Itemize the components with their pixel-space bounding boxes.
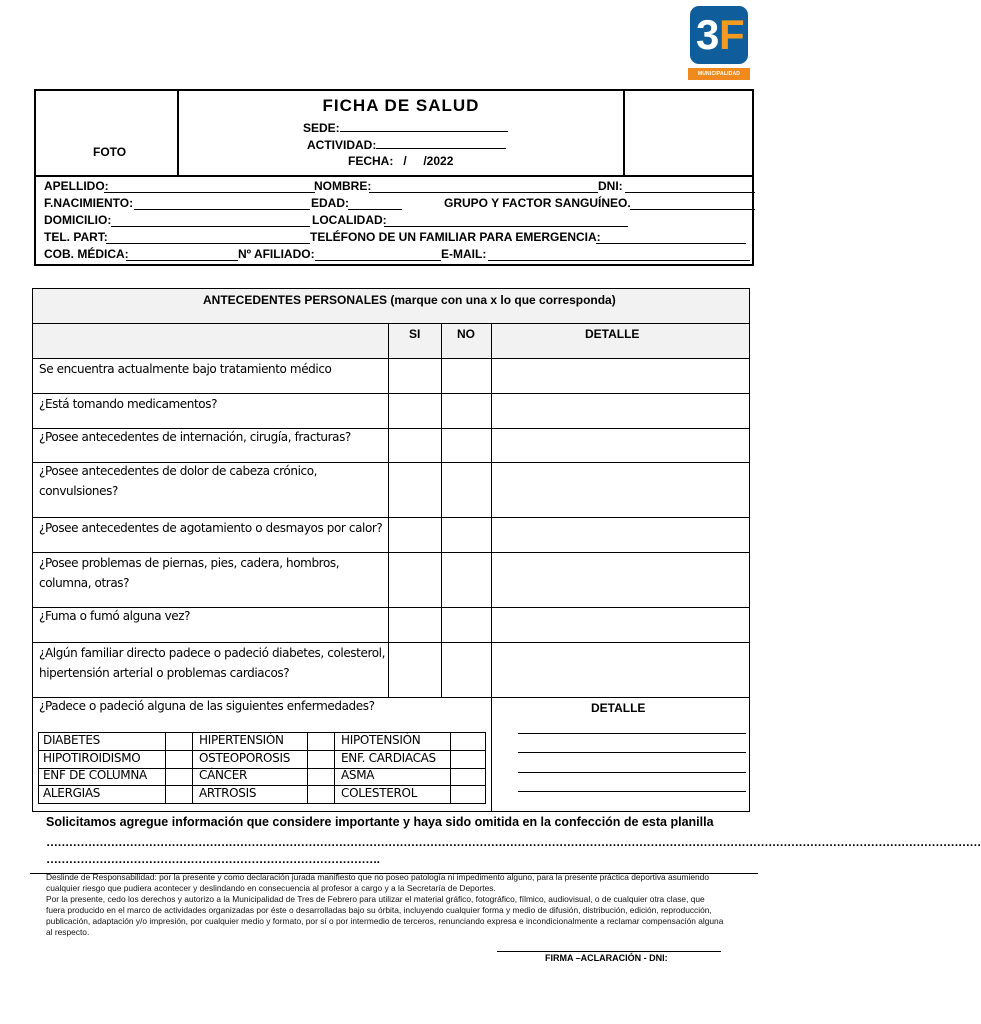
question-text: ¿Está tomando medicamentos? [39, 397, 218, 411]
logo-badge [690, 6, 748, 64]
title-box [179, 91, 625, 175]
page-title: FICHA DE SALUD [322, 96, 480, 115]
photo-box [36, 91, 179, 175]
question-text: ¿Algún familiar directo padece o padeció diabetes, colesterol, [39, 646, 385, 660]
disease-hipotension: HIPOTENSIÓN [341, 733, 421, 747]
nacimiento-label: F.NACIMIENTO: [44, 196, 134, 210]
table-title: ANTECEDENTES PERSONALES (marque con una x lo que corresponda) [203, 293, 616, 307]
apellido-label: APELLIDO: [44, 179, 109, 193]
localidad-label: LOCALIDAD: [312, 213, 387, 227]
question-text: ¿Posee antecedentes de internación, cirugía, fracturas? [39, 430, 351, 444]
logo-band: MUNICIPALIDAD [688, 68, 750, 80]
table-header-row [33, 324, 749, 359]
diseases-question: ¿Padece o padeció alguna de las siguientes enfermedades? [39, 699, 375, 713]
table-row[interactable] [33, 463, 749, 518]
table-row[interactable] [33, 553, 749, 608]
dotted-line-2[interactable]: ……………………………………………………………………………. [46, 852, 380, 866]
disease-asma: ASMA [341, 768, 375, 782]
actividad-field[interactable] [307, 137, 506, 152]
email-label: E-MAIL: [441, 247, 487, 261]
question-text: ¿Posee antecedentes de dolor de cabeza crónico, [39, 464, 318, 478]
fecha-field[interactable]: FECHA: / /2022 [348, 154, 454, 168]
logo-digit: 3 [696, 11, 720, 58]
question-text-cont: columna, otras? [39, 576, 130, 590]
table-row[interactable] [33, 518, 749, 553]
table-row[interactable] [33, 643, 749, 698]
question-text: ¿Fuma o fumó alguna vez? [39, 609, 191, 623]
disease-artrosis: ARTROSIS [199, 786, 257, 800]
disease-enf-cardiacas: ENF. CARDIACAS [341, 751, 436, 765]
header-box [34, 89, 754, 266]
table-title-row [33, 289, 749, 324]
signature-label: FIRMA –ACLARACIÓN - DNI: [545, 953, 668, 963]
logo-letter: F [719, 11, 745, 58]
disease-hipertension: HIPERTENSIÓN [199, 733, 284, 747]
dotted-line-1[interactable]: ………………………………………………………………………………………………………………………………………………………………………………………………………………………… [46, 835, 981, 849]
domicilio-label: DOMICILIO: [44, 213, 112, 227]
actividad-label: ACTIVIDAD: [307, 138, 377, 152]
table-row[interactable] [33, 394, 749, 429]
disease-enf-columna: ENF DE COLUMNA [43, 768, 147, 782]
disease-osteoporosis: OSTEOPOROSIS [199, 751, 291, 765]
tel-familiar-label: TELÉFONO DE UN FAMILIAR PARA EMERGENCIA: [310, 230, 601, 244]
disclaimer [46, 872, 726, 938]
afiliado-label: Nº AFILIADO: [238, 247, 315, 261]
disclaimer-image-rights: Por la presente, cedo los derechos y autorizo a la Municipalidad de Tres de Febrero para utilizar el material gráfico, fotográfico, fílmico, audiovisual, o de cualquier otra clase, que fuera producido en el marco de actividades organizadas por éste o desarrolladas bajo su órbita, incluyendo cualquier forma y medio de difusión, distribución, edición, reproducción, publicación, adaptación y/o impresión, por cualquier medio y formato, por sí o por intermedio de terceros, renunciando expresa e incondicionalmente a reclamar compensación alguna al respecto. [46, 894, 724, 937]
disease-diabetes: DIABETES [43, 733, 100, 747]
grupo-label: GRUPO Y FACTOR SANGUÍNEO. [444, 196, 631, 210]
question-text-cont: convulsiones? [39, 484, 118, 498]
municipality-logo [688, 6, 750, 80]
question-text: Se encuentra actualmente bajo tratamiento médico [39, 362, 332, 376]
question-text-cont: hipertensión arterial o problemas cardiacos? [39, 666, 290, 680]
edad-label: EDAD: [311, 196, 349, 210]
disclaimer-responsibility: Deslinde de Responsabilidad: por la presente y como declaración jurada manifiesto que no poseo patología ni impedimento alguno, para la presente práctica deportiva asumiendo cualquier riesgo que pudiera acontecer y deslindando en consecuencia al profesor a cargo y a la Secretaría de Deportes. [46, 872, 709, 893]
dni-label: DNI: [598, 179, 623, 193]
disease-alergias: ALERGIAS [43, 786, 101, 800]
cob-label: COB. MÉDICA: [44, 247, 129, 261]
sede-label: SEDE: [303, 121, 340, 135]
nombre-label: NOMBRE: [314, 179, 372, 193]
col-detalle: DETALLE [585, 327, 640, 341]
tel-label: TEL. PART: [44, 230, 108, 244]
table-row[interactable] [33, 608, 749, 643]
disease-cancer: CÁNCER [199, 768, 248, 782]
table-row[interactable] [33, 359, 749, 394]
sede-field[interactable] [303, 120, 508, 135]
diseases-grid [38, 732, 486, 804]
photo-label: FOTO [93, 145, 127, 159]
signature-line[interactable] [497, 951, 721, 952]
disease-colesterol: COLESTEROL [341, 786, 418, 800]
question-text: ¿Posee antecedentes de agotamiento o desmayos por calor? [39, 521, 383, 535]
table-row[interactable] [33, 429, 749, 463]
stamp-box [625, 91, 752, 175]
col-si: SI [409, 327, 421, 341]
col-no: NO [457, 327, 475, 341]
diseases-detalle-label: DETALLE [591, 701, 646, 715]
additional-info-request: Solicitamos agregue información que considere importante y haya sido omitida en la confección de esta planilla [46, 815, 714, 829]
question-text: ¿Posee problemas de piernas, pies, cadera, hombros, [39, 556, 340, 570]
disease-hipotiroidismo: HIPOTIROIDISMO [43, 751, 141, 765]
